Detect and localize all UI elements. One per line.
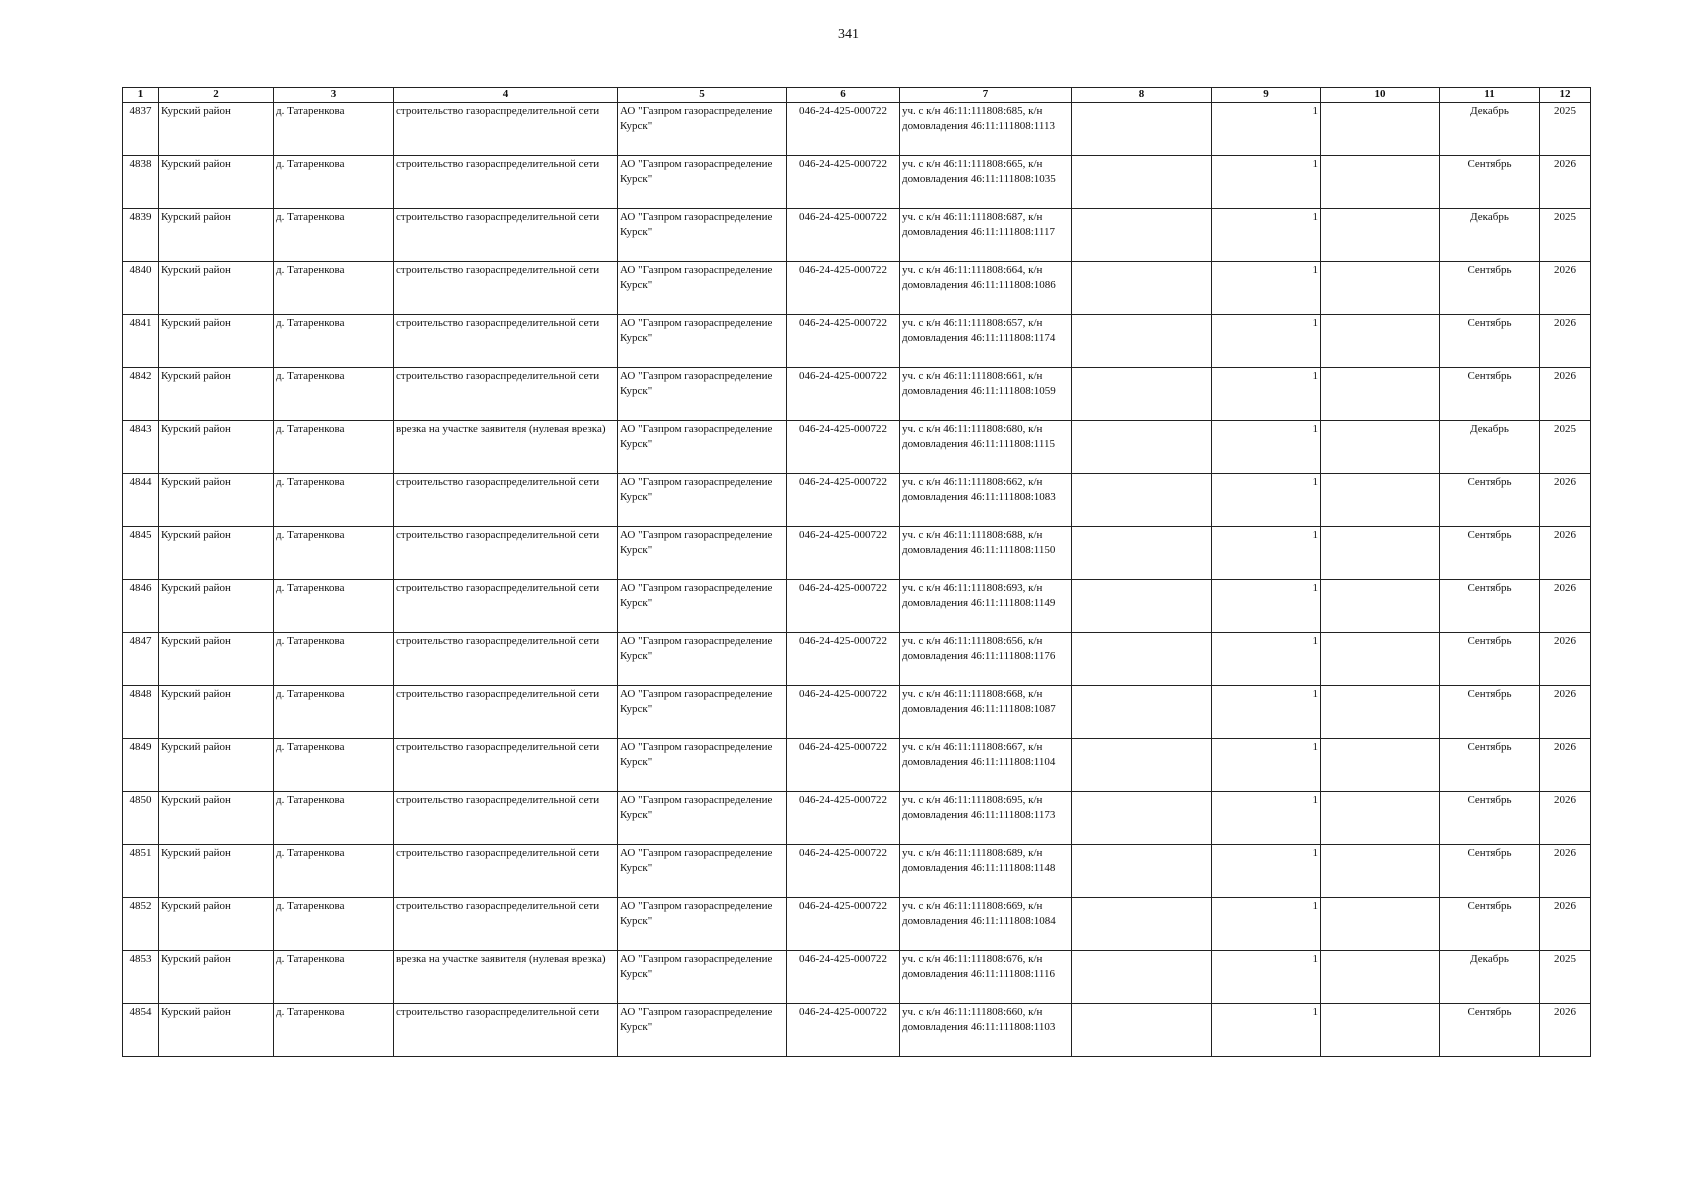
cadastral-parcel-cell: уч. с к/н 46:11:111808:656, к/н домовладения 46:11:111808:1176 (900, 633, 1072, 686)
cadastral-parcel-cell: уч. с к/н 46:11:111808:669, к/н домовладения 46:11:111808:1084 (900, 898, 1072, 951)
organization-cell: АО "Газпром газораспределение Курск" (618, 792, 787, 845)
month-cell: Сентябрь (1440, 845, 1540, 898)
cadastral-parcel-cell: уч. с к/н 46:11:111808:667, к/н домовладения 46:11:111808:1104 (900, 739, 1072, 792)
column-10-cell (1321, 368, 1440, 421)
column-header: 8 (1072, 88, 1212, 103)
organization-cell: АО "Газпром газораспределение Курск" (618, 898, 787, 951)
work-type-cell: строительство газораспределительной сети (394, 792, 618, 845)
quantity-cell: 1 (1212, 421, 1321, 474)
work-type-cell: строительство газораспределительной сети (394, 156, 618, 209)
table-row (123, 633, 1591, 686)
column-8-cell (1072, 686, 1212, 739)
quantity-cell: 1 (1212, 209, 1321, 262)
column-header: 10 (1321, 88, 1440, 103)
month-cell: Сентябрь (1440, 156, 1540, 209)
district-cell: Курский район (159, 686, 274, 739)
column-10-cell (1321, 209, 1440, 262)
application-code-cell: 046-24-425-000722 (787, 262, 900, 315)
row-number: 4838 (123, 156, 159, 209)
month-cell: Сентябрь (1440, 474, 1540, 527)
column-8-cell (1072, 633, 1212, 686)
month-cell: Сентябрь (1440, 368, 1540, 421)
month-cell: Сентябрь (1440, 898, 1540, 951)
application-code-cell: 046-24-425-000722 (787, 580, 900, 633)
column-8-cell (1072, 845, 1212, 898)
quantity-cell: 1 (1212, 368, 1321, 421)
month-cell: Декабрь (1440, 951, 1540, 1004)
month-cell: Сентябрь (1440, 527, 1540, 580)
table-body (123, 103, 1591, 1057)
work-type-cell: строительство газораспределительной сети (394, 580, 618, 633)
column-8-cell (1072, 739, 1212, 792)
application-code-cell: 046-24-425-000722 (787, 156, 900, 209)
year-cell: 2026 (1540, 1004, 1591, 1057)
application-code-cell: 046-24-425-000722 (787, 739, 900, 792)
work-type-cell: врезка на участке заявителя (нулевая врезка) (394, 421, 618, 474)
organization-cell: АО "Газпром газораспределение Курск" (618, 580, 787, 633)
column-10-cell (1321, 898, 1440, 951)
month-cell: Сентябрь (1440, 315, 1540, 368)
cadastral-parcel-cell: уч. с к/н 46:11:111808:664, к/н домовладения 46:11:111808:1086 (900, 262, 1072, 315)
row-number: 4852 (123, 898, 159, 951)
month-cell: Декабрь (1440, 209, 1540, 262)
district-cell: Курский район (159, 209, 274, 262)
application-code-cell: 046-24-425-000722 (787, 792, 900, 845)
application-code-cell: 046-24-425-000722 (787, 686, 900, 739)
row-number: 4848 (123, 686, 159, 739)
table-row (123, 156, 1591, 209)
row-number: 4851 (123, 845, 159, 898)
cadastral-parcel-cell: уч. с к/н 46:11:111808:662, к/н домовладения 46:11:111808:1083 (900, 474, 1072, 527)
quantity-cell: 1 (1212, 262, 1321, 315)
table-row (123, 898, 1591, 951)
application-code-cell: 046-24-425-000722 (787, 527, 900, 580)
column-8-cell (1072, 421, 1212, 474)
row-number: 4844 (123, 474, 159, 527)
settlement-cell: д. Татаренкова (274, 368, 394, 421)
quantity-cell: 1 (1212, 898, 1321, 951)
settlement-cell: д. Татаренкова (274, 792, 394, 845)
district-cell: Курский район (159, 527, 274, 580)
year-cell: 2026 (1540, 474, 1591, 527)
cadastral-parcel-cell: уч. с к/н 46:11:111808:689, к/н домовладения 46:11:111808:1148 (900, 845, 1072, 898)
column-header: 12 (1540, 88, 1591, 103)
settlement-cell: д. Татаренкова (274, 898, 394, 951)
column-8-cell (1072, 368, 1212, 421)
month-cell: Сентябрь (1440, 580, 1540, 633)
quantity-cell: 1 (1212, 315, 1321, 368)
column-10-cell (1321, 951, 1440, 1004)
application-code-cell: 046-24-425-000722 (787, 315, 900, 368)
application-code-cell: 046-24-425-000722 (787, 368, 900, 421)
column-10-cell (1321, 845, 1440, 898)
year-cell: 2026 (1540, 792, 1591, 845)
column-8-cell (1072, 474, 1212, 527)
table-row (123, 792, 1591, 845)
year-cell: 2025 (1540, 421, 1591, 474)
column-header: 11 (1440, 88, 1540, 103)
quantity-cell: 1 (1212, 580, 1321, 633)
district-cell: Курский район (159, 739, 274, 792)
row-number: 4845 (123, 527, 159, 580)
quantity-cell: 1 (1212, 633, 1321, 686)
table-row (123, 686, 1591, 739)
quantity-cell: 1 (1212, 1004, 1321, 1057)
month-cell: Сентябрь (1440, 1004, 1540, 1057)
column-8-cell (1072, 898, 1212, 951)
quantity-cell: 1 (1212, 527, 1321, 580)
month-cell: Декабрь (1440, 421, 1540, 474)
district-cell: Курский район (159, 633, 274, 686)
settlement-cell: д. Татаренкова (274, 209, 394, 262)
month-cell: Сентябрь (1440, 262, 1540, 315)
row-number: 4847 (123, 633, 159, 686)
work-type-cell: строительство газораспределительной сети (394, 103, 618, 156)
application-code-cell: 046-24-425-000722 (787, 209, 900, 262)
row-number: 4846 (123, 580, 159, 633)
column-8-cell (1072, 315, 1212, 368)
table-row (123, 315, 1591, 368)
row-number: 4853 (123, 951, 159, 1004)
table-row (123, 421, 1591, 474)
district-cell: Курский район (159, 580, 274, 633)
work-type-cell: строительство газораспределительной сети (394, 262, 618, 315)
quantity-cell: 1 (1212, 156, 1321, 209)
district-cell: Курский район (159, 156, 274, 209)
work-type-cell: строительство газораспределительной сети (394, 686, 618, 739)
quantity-cell: 1 (1212, 792, 1321, 845)
column-header: 3 (274, 88, 394, 103)
settlement-cell: д. Татаренкова (274, 845, 394, 898)
settlement-cell: д. Татаренкова (274, 103, 394, 156)
column-header: 6 (787, 88, 900, 103)
work-type-cell: строительство газораспределительной сети (394, 209, 618, 262)
month-cell: Сентябрь (1440, 739, 1540, 792)
work-type-cell: строительство газораспределительной сети (394, 474, 618, 527)
table-row (123, 368, 1591, 421)
table-row (123, 209, 1591, 262)
settlement-cell: д. Татаренкова (274, 686, 394, 739)
cadastral-parcel-cell: уч. с к/н 46:11:111808:661, к/н домовладения 46:11:111808:1059 (900, 368, 1072, 421)
settlement-cell: д. Татаренкова (274, 739, 394, 792)
settlement-cell: д. Татаренкова (274, 156, 394, 209)
column-8-cell (1072, 156, 1212, 209)
work-type-cell: строительство газораспределительной сети (394, 898, 618, 951)
district-cell: Курский район (159, 262, 274, 315)
column-10-cell (1321, 633, 1440, 686)
organization-cell: АО "Газпром газораспределение Курск" (618, 209, 787, 262)
quantity-cell: 1 (1212, 845, 1321, 898)
column-8-cell (1072, 262, 1212, 315)
settlement-cell: д. Татаренкова (274, 262, 394, 315)
organization-cell: АО "Газпром газораспределение Курск" (618, 686, 787, 739)
organization-cell: АО "Газпром газораспределение Курск" (618, 845, 787, 898)
table-row (123, 1004, 1591, 1057)
organization-cell: АО "Газпром газораспределение Курск" (618, 633, 787, 686)
year-cell: 2026 (1540, 262, 1591, 315)
header-row (123, 88, 1591, 103)
column-10-cell (1321, 474, 1440, 527)
application-code-cell: 046-24-425-000722 (787, 474, 900, 527)
quantity-cell: 1 (1212, 103, 1321, 156)
column-header: 2 (159, 88, 274, 103)
application-code-cell: 046-24-425-000722 (787, 103, 900, 156)
year-cell: 2026 (1540, 315, 1591, 368)
cadastral-parcel-cell: уч. с к/н 46:11:111808:685, к/н домовладения 46:11:111808:1113 (900, 103, 1072, 156)
district-cell: Курский район (159, 474, 274, 527)
year-cell: 2026 (1540, 898, 1591, 951)
column-8-cell (1072, 1004, 1212, 1057)
cadastral-parcel-cell: уч. с к/н 46:11:111808:657, к/н домовладения 46:11:111808:1174 (900, 315, 1072, 368)
district-cell: Курский район (159, 845, 274, 898)
settlement-cell: д. Татаренкова (274, 315, 394, 368)
work-type-cell: строительство газораспределительной сети (394, 368, 618, 421)
application-code-cell: 046-24-425-000722 (787, 845, 900, 898)
register-table (122, 87, 1591, 1057)
year-cell: 2025 (1540, 103, 1591, 156)
organization-cell: АО "Газпром газораспределение Курск" (618, 951, 787, 1004)
cadastral-parcel-cell: уч. с к/н 46:11:111808:676, к/н домовладения 46:11:111808:1116 (900, 951, 1072, 1004)
table-row (123, 739, 1591, 792)
table-row (123, 845, 1591, 898)
organization-cell: АО "Газпром газораспределение Курск" (618, 1004, 787, 1057)
column-10-cell (1321, 421, 1440, 474)
year-cell: 2026 (1540, 156, 1591, 209)
work-type-cell: строительство газораспределительной сети (394, 527, 618, 580)
row-number: 4842 (123, 368, 159, 421)
organization-cell: АО "Газпром газораспределение Курск" (618, 156, 787, 209)
column-8-cell (1072, 951, 1212, 1004)
organization-cell: АО "Газпром газораспределение Курск" (618, 103, 787, 156)
month-cell: Сентябрь (1440, 792, 1540, 845)
organization-cell: АО "Газпром газораспределение Курск" (618, 527, 787, 580)
column-10-cell (1321, 156, 1440, 209)
district-cell: Курский район (159, 103, 274, 156)
settlement-cell: д. Татаренкова (274, 951, 394, 1004)
year-cell: 2025 (1540, 951, 1591, 1004)
month-cell: Сентябрь (1440, 686, 1540, 739)
settlement-cell: д. Татаренкова (274, 527, 394, 580)
column-10-cell (1321, 262, 1440, 315)
row-number: 4839 (123, 209, 159, 262)
work-type-cell: строительство газораспределительной сети (394, 845, 618, 898)
month-cell: Декабрь (1440, 103, 1540, 156)
table-row (123, 262, 1591, 315)
district-cell: Курский район (159, 951, 274, 1004)
page-number: 341 (838, 27, 859, 42)
cadastral-parcel-cell: уч. с к/н 46:11:111808:693, к/н домовладения 46:11:111808:1149 (900, 580, 1072, 633)
cadastral-parcel-cell: уч. с к/н 46:11:111808:668, к/н домовладения 46:11:111808:1087 (900, 686, 1072, 739)
cadastral-parcel-cell: уч. с к/н 46:11:111808:688, к/н домовладения 46:11:111808:1150 (900, 527, 1072, 580)
district-cell: Курский район (159, 898, 274, 951)
column-header: 9 (1212, 88, 1321, 103)
table-row (123, 580, 1591, 633)
work-type-cell: врезка на участке заявителя (нулевая врезка) (394, 951, 618, 1004)
cadastral-parcel-cell: уч. с к/н 46:11:111808:687, к/н домовладения 46:11:111808:1117 (900, 209, 1072, 262)
organization-cell: АО "Газпром газораспределение Курск" (618, 262, 787, 315)
work-type-cell: строительство газораспределительной сети (394, 633, 618, 686)
column-8-cell (1072, 527, 1212, 580)
column-8-cell (1072, 103, 1212, 156)
district-cell: Курский район (159, 421, 274, 474)
application-code-cell: 046-24-425-000722 (787, 633, 900, 686)
row-number: 4841 (123, 315, 159, 368)
row-number: 4849 (123, 739, 159, 792)
district-cell: Курский район (159, 1004, 274, 1057)
quantity-cell: 1 (1212, 739, 1321, 792)
row-number: 4854 (123, 1004, 159, 1057)
quantity-cell: 1 (1212, 474, 1321, 527)
column-header: 1 (123, 88, 159, 103)
organization-cell: АО "Газпром газораспределение Курск" (618, 739, 787, 792)
column-8-cell (1072, 792, 1212, 845)
settlement-cell: д. Татаренкова (274, 633, 394, 686)
cadastral-parcel-cell: уч. с к/н 46:11:111808:680, к/н домовладения 46:11:111808:1115 (900, 421, 1072, 474)
column-header: 7 (900, 88, 1072, 103)
column-8-cell (1072, 209, 1212, 262)
year-cell: 2026 (1540, 845, 1591, 898)
table-row (123, 474, 1591, 527)
application-code-cell: 046-24-425-000722 (787, 1004, 900, 1057)
district-cell: Курский район (159, 792, 274, 845)
month-cell: Сентябрь (1440, 633, 1540, 686)
cadastral-parcel-cell: уч. с к/н 46:11:111808:695, к/н домовладения 46:11:111808:1173 (900, 792, 1072, 845)
year-cell: 2026 (1540, 739, 1591, 792)
column-8-cell (1072, 580, 1212, 633)
table-row (123, 527, 1591, 580)
column-10-cell (1321, 315, 1440, 368)
year-cell: 2026 (1540, 686, 1591, 739)
year-cell: 2026 (1540, 580, 1591, 633)
column-10-cell (1321, 686, 1440, 739)
quantity-cell: 1 (1212, 951, 1321, 1004)
table-row (123, 951, 1591, 1004)
column-10-cell (1321, 580, 1440, 633)
work-type-cell: строительство газораспределительной сети (394, 1004, 618, 1057)
application-code-cell: 046-24-425-000722 (787, 898, 900, 951)
column-10-cell (1321, 739, 1440, 792)
settlement-cell: д. Татаренкова (274, 474, 394, 527)
organization-cell: АО "Газпром газораспределение Курск" (618, 474, 787, 527)
cadastral-parcel-cell: уч. с к/н 46:11:111808:665, к/н домовладения 46:11:111808:1035 (900, 156, 1072, 209)
column-header: 4 (394, 88, 618, 103)
organization-cell: АО "Газпром газораспределение Курск" (618, 421, 787, 474)
work-type-cell: строительство газораспределительной сети (394, 739, 618, 792)
row-number: 4843 (123, 421, 159, 474)
work-type-cell: строительство газораспределительной сети (394, 315, 618, 368)
column-header: 5 (618, 88, 787, 103)
district-cell: Курский район (159, 368, 274, 421)
organization-cell: АО "Газпром газораспределение Курск" (618, 315, 787, 368)
cadastral-parcel-cell: уч. с к/н 46:11:111808:660, к/н домовладения 46:11:111808:1103 (900, 1004, 1072, 1057)
column-10-cell (1321, 792, 1440, 845)
column-10-cell (1321, 1004, 1440, 1057)
year-cell: 2026 (1540, 527, 1591, 580)
column-10-cell (1321, 103, 1440, 156)
application-code-cell: 046-24-425-000722 (787, 951, 900, 1004)
settlement-cell: д. Татаренкова (274, 1004, 394, 1057)
row-number: 4840 (123, 262, 159, 315)
year-cell: 2025 (1540, 209, 1591, 262)
settlement-cell: д. Татаренкова (274, 580, 394, 633)
year-cell: 2026 (1540, 368, 1591, 421)
organization-cell: АО "Газпром газораспределение Курск" (618, 368, 787, 421)
quantity-cell: 1 (1212, 686, 1321, 739)
row-number: 4837 (123, 103, 159, 156)
column-10-cell (1321, 527, 1440, 580)
row-number: 4850 (123, 792, 159, 845)
table-row (123, 103, 1591, 156)
year-cell: 2026 (1540, 633, 1591, 686)
application-code-cell: 046-24-425-000722 (787, 421, 900, 474)
district-cell: Курский район (159, 315, 274, 368)
settlement-cell: д. Татаренкова (274, 421, 394, 474)
